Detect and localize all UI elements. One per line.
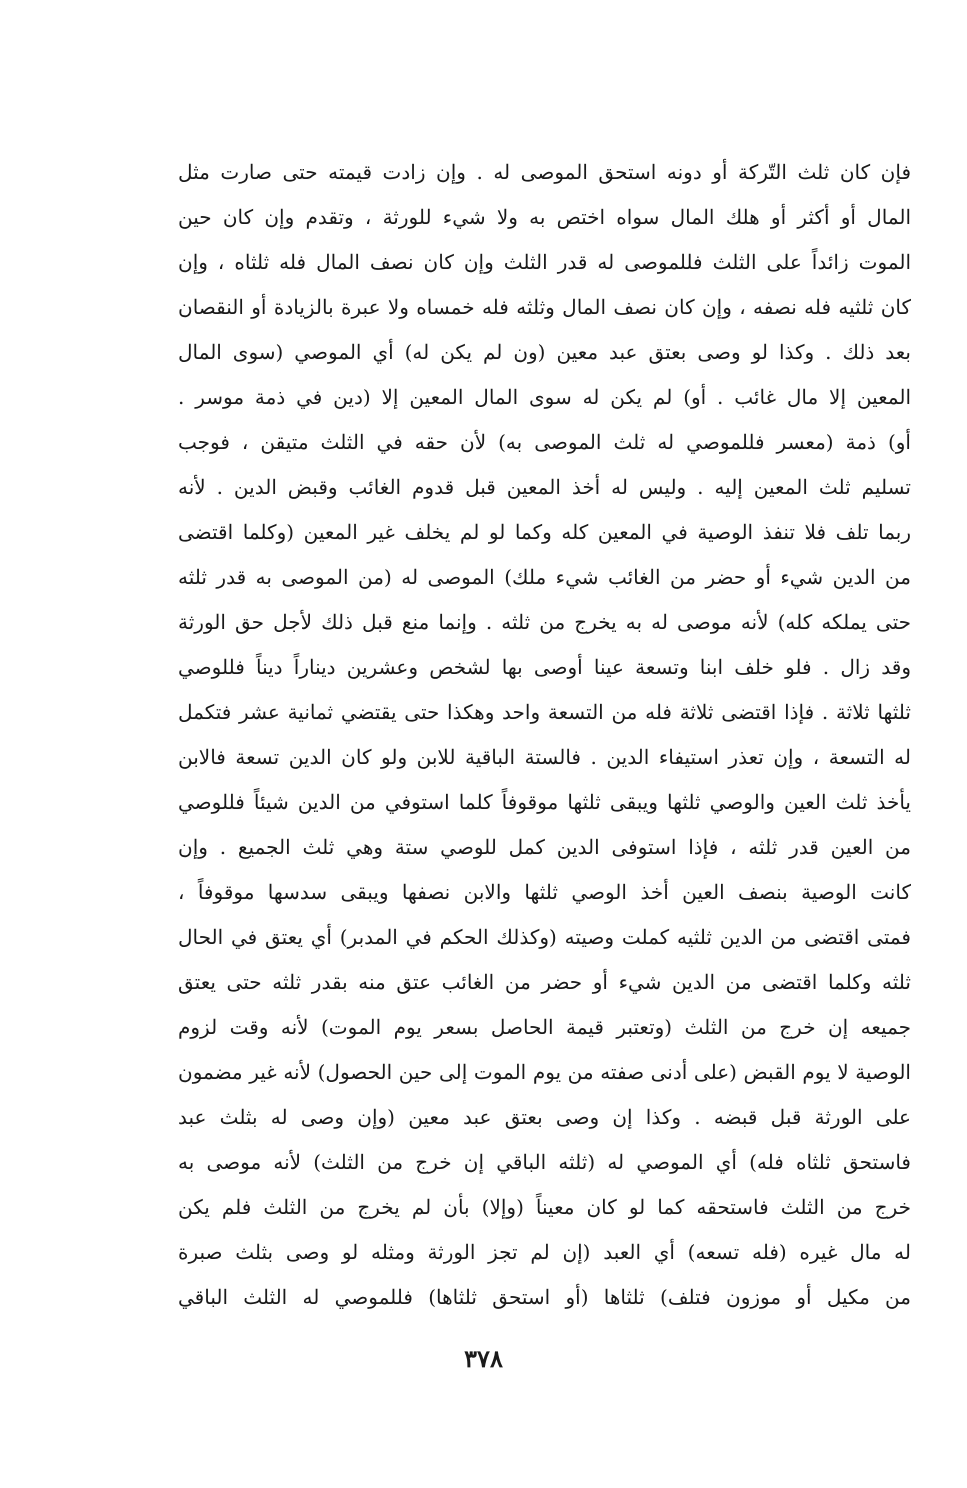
text-line: يأخذ ثلث العين والوصي ثلثها ويبقى ثلثها موقوفاً كلما استوفي من الدين شيئاً فللوصي [178,790,911,814]
text-line: كان ثلثيه فله نصفه ، وإن كان نصف المال وثلثه فله خمساه ولا عبرة بالزيادة أو النقصان [178,295,911,319]
text-line: له مال غيره (فله تسعه) أي العبد (إن لم تجز الورثة ومثله لو وصى بثلث صبرة [178,1240,911,1264]
text-line: ربما تلف فلا تنفذ الوصية في المعين كله وكما لو لم يخلف غير المعين (وكلما اقتضى [178,520,911,544]
text-line: من الدين شيء أو حضر من الغائب شيء ملك) الموصى له (من الموصى به قدر ثلثه [178,565,911,589]
text-line: ثلثها ثلاثة . فإذا اقتضى ثلاثة فله من التسعة واحد وهكذا حتى يقتضي ثمانية عشر فتكمل [178,700,911,724]
text-line: من العين قدر ثلثه ، فإذا استوفى الدين كمل للوصي ستة وهي ثلث الجميع . وإن [178,835,911,859]
text-line: المال أو أكثر أو هلك المال سواه اختص به ولا شيء للورثة ، وتقدم وإن كان حين [178,205,911,229]
text-line: ثلثه وكلما اقتضى من الدين شيء أو حضر من الغائب عتق منه بقدر ثلثه حتى يعتق [178,970,911,994]
text-line: الموت زائداً على الثلث فللموصى له قدر الثلث وإن كان نصف المال فله ثلثاه ، وإن [178,250,911,274]
text-line: من مكيل أو موزون فتلف) ثلثاها (أو استحق ثلثاها) فللموصي له الثلث الباقي [178,1285,911,1309]
text-line: المعين إلا مال غائب . أو) لم يكن له سوى المال المعين إلا (دين في ذمة موسر . [178,385,911,409]
text-line: الوصية لا يوم القبض (على أدنى صفته من يوم الموت إلى حين الحصول) لأنه غير مضمون [178,1060,911,1084]
text-line: له التسعة ، وإن تعذر استيفاء الدين . فالستة الباقية للابن ولو كان الدين تسعة فالابن [178,745,911,769]
text-line: فاستحق ثلثاه فله) أي الموصي له (ثلثه الباقي إن خرج من الثلث) لأنه موصى به [178,1150,911,1174]
text-line: جميعه إن خرج من الثلث (وتعتبر قيمة الحاصل بسعر يوم الموت) لأنه وقت لزوم [178,1015,911,1039]
page-number: ٣٧٨ [464,1344,503,1373]
text-line: وقد زال . فلو خلف ابنا وتسعة عينا أوصى بها لشخص وعشرين ديناراً ديناً فللوصي [178,655,911,679]
text-line: أو) ذمة (معسر فللموصي له ثلث الموصى به) لأن حقه في الثلث متيقن ، فوجب [178,430,911,454]
text-line: بعد ذلك . وكذا لو وصى بعتق عبد معين (ون لم يكن له) أي الموصي (سوى المال [178,340,911,364]
text-line: كانت الوصية بنصف العين أخذ الوصي ثلثها والابن نصفها ويبقى سدسها موقوفاً ، [178,880,911,904]
text-line: فمتى اقتضى من الدين ثلثيه كملت وصيته (وكذلك الحكم في المدبر) أي يعتق في الحال [178,925,911,949]
text-line: خرج من الثلث فاستحقه كما لو كان معيناً (وإلا) بأن لم يخرج من الثلث فلم يكن [178,1195,911,1219]
text-line: على الورثة قبل قبضه . وكذا إن وصى بعتق عبد معين (وإن وصى له بثلث عبد [178,1105,911,1129]
text-line: حتى يملكه كله) لأنه موصى له به يخرج من ثلثه . وإنما منع قبل ذلك لأجل حق الورثة [178,610,911,634]
text-line: فإن كان ثلث التّركة أو دونه استحق الموصى له . وإن زادت قيمته حتى صارت مثل [178,160,911,184]
body-text [178,150,911,1320]
text-line: تسليم ثلث المعين إليه . وليس له أخذ المعين قبل قدوم الغائب وقبض الدين . لأنه [178,475,911,499]
